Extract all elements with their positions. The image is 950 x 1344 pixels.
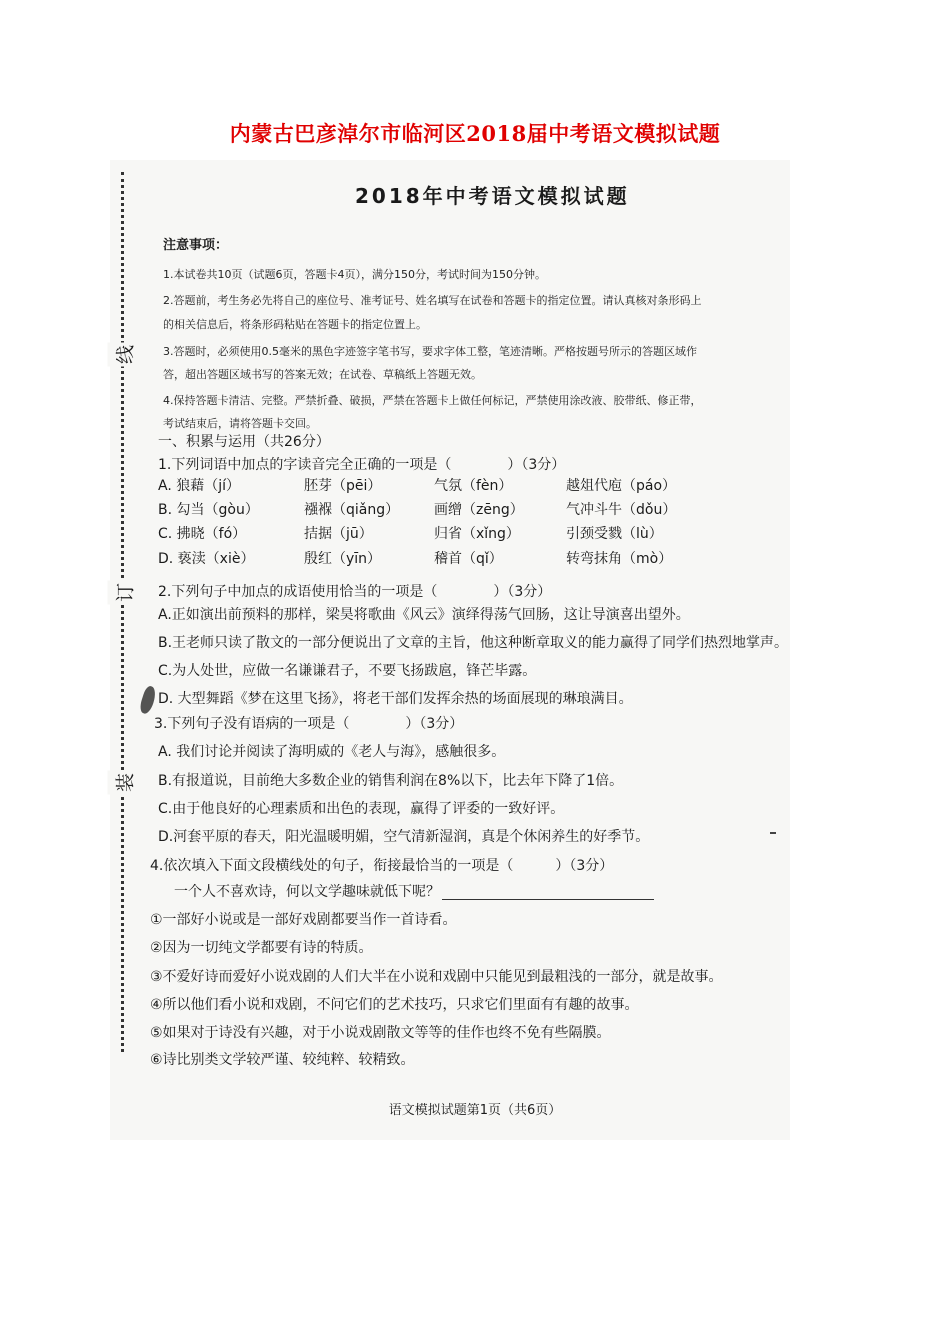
binding-char-xian: 线 <box>108 343 141 367</box>
note-line: 考试结束后，请将答题卡交回。 <box>163 417 317 430</box>
q1-option-a-word: 越俎代庖（páo） <box>566 478 677 494</box>
note-line: 3.答题时，必须使用0.5毫米的黑色字迹签字笔书写，要求字体工整，笔迹清晰。严格按题号所示的答题区域作 <box>163 345 697 358</box>
section-heading: 一、积累与运用（共26分） <box>158 434 330 450</box>
note-line: 4.保持答题卡清洁、完整。严禁折叠、破损，严禁在答题卡上做任何标记，严禁使用涂改液、胶带纸、修正带， <box>163 394 702 407</box>
q1-option-a: A. 狼藉（jí） <box>158 478 241 494</box>
q3-option: D.河套平原的春天，阳光温暖明媚，空气清新湿润，真是个休闲养生的好季节。 <box>158 829 650 845</box>
q4-item: ⑥诗比别类文学较严谨、较纯粹、较精致。 <box>150 1052 415 1068</box>
document-title: 内蒙古巴彦淖尔市临河区2018届中考语文模拟试题 <box>229 121 721 146</box>
q1-option-c-word: 拮据（jū） <box>304 526 373 542</box>
binding-char-ding: 订 <box>108 581 141 605</box>
note-line: 2.答题前，考生务必先将自己的座位号、准考证号、姓名填写在试卷和答题卡的指定位置。请认真核对条形码上 <box>163 294 702 307</box>
q1-option-b-word: 画缯（zēng） <box>434 502 524 518</box>
q1-option-b: B. 勾当（gòu） <box>158 502 259 518</box>
q4-item: ③不爱好诗而爱好小说戏剧的人们大半在小说和戏剧中只能见到最粗浅的一部分，就是故事。 <box>150 969 723 985</box>
binding-dotted-line <box>121 172 124 1052</box>
q1-option-d-word: 转弯抹角（mò） <box>566 551 673 567</box>
q1-option-d-word: 稽首（qǐ） <box>434 551 503 567</box>
q1-option-c: C. 拂晓（fó） <box>158 526 247 542</box>
note-line: 的相关信息后，将条形码粘贴在答题卡的指定位置上。 <box>163 318 427 331</box>
q2-option: D. 大型舞蹈《梦在这里飞扬》，将老干部们发挥余热的场面展现的琳琅满目。 <box>158 691 633 707</box>
q2-option: A.正如演出前预料的那样，梁昊将歌曲《风云》演绎得荡气回肠，这让导演喜出望外。 <box>158 607 690 623</box>
notes-heading: 注意事项： <box>163 238 229 253</box>
binding-char-zhuang: 装 <box>108 771 141 795</box>
q2-option: B.王老师只读了散文的一部分便说出了文章的主旨，他这种断章取义的能力赢得了同学们热烈地掌声。 <box>158 635 789 651</box>
q4-item: ④所以他们看小说和戏剧，不问它们的艺术技巧，只求它们里面有有趣的故事。 <box>150 997 639 1013</box>
question-3-stem: 3.下列句子没有语病的一项是（ ）（3分） <box>154 716 464 732</box>
q1-option-c-word: 归省（xǐng） <box>434 526 520 542</box>
scan-mark <box>770 832 776 834</box>
note-line: 答，超出答题区域书写的答案无效；在试卷、草稿纸上答题无效。 <box>163 368 482 381</box>
q4-item: ⑤如果对于诗没有兴趣，对于小说戏剧散文等等的佳作也终不免有些隔膜。 <box>150 1025 611 1041</box>
note-line: 1.本试卷共10页（试题6页，答题卡4页），满分150分，考试时间为150分钟。 <box>163 268 546 281</box>
q3-option: B.有报道说，目前绝大多数企业的销售利润在8%以下，比去年下降了1倍。 <box>158 773 624 789</box>
exam-title: 2018年中考语文模拟试题 <box>355 184 630 208</box>
q1-option-c-word: 引颈受戮（lù） <box>566 526 663 542</box>
q1-option-a-word: 胚芽（pēi） <box>304 478 382 494</box>
q2-option: C.为人处世，应做一名谦谦君子，不要飞扬跋扈，锋芒毕露。 <box>158 663 537 679</box>
q1-option-b-word: 气冲斗牛（dǒu） <box>566 502 677 518</box>
q1-option-b-word: 襁褓（qiǎng） <box>304 502 400 518</box>
page-footer: 语文模拟试题第1页（共6页） <box>388 1103 562 1118</box>
q3-option: C.由于他良好的心理素质和出色的表现，赢得了评委的一致好评。 <box>158 801 565 817</box>
q1-option-d: D. 亵渎（xiè） <box>158 551 255 567</box>
answer-blank-line <box>442 899 654 900</box>
q3-option: A. 我们讨论并阅读了海明威的《老人与海》，感触很多。 <box>158 744 506 760</box>
q4-lead-sentence: 一个人不喜欢诗，何以文学趣味就低下呢？ <box>174 884 440 900</box>
question-2-stem: 2.下列句子中加点的成语使用恰当的一项是（ ）（3分） <box>158 584 552 600</box>
q4-item: ②因为一切纯文学都要有诗的特质。 <box>150 940 373 956</box>
question-1-stem: 1.下列词语中加点的字读音完全正确的一项是（ ）（3分） <box>158 457 566 473</box>
q1-option-d-word: 殷红（yīn） <box>304 551 382 567</box>
question-4-stem: 4.依次填入下面文段横线处的句子，衔接最恰当的一项是（ ）（3分） <box>150 858 614 874</box>
q1-option-a-word: 气氛（fèn） <box>434 478 513 494</box>
q4-item: ①一部好小说或是一部好戏剧都要当作一首诗看。 <box>150 912 457 928</box>
